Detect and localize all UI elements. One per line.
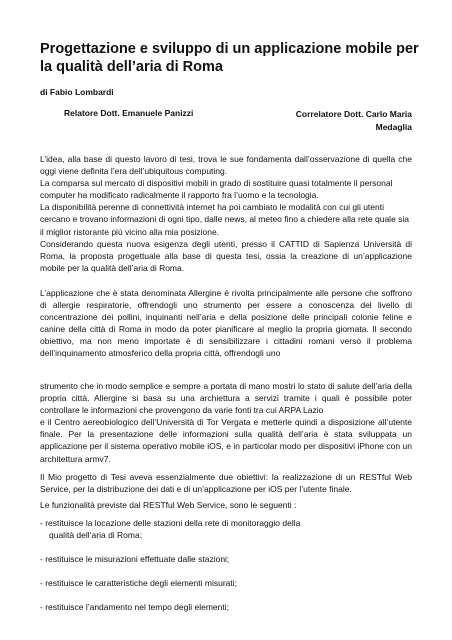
paragraph-allergine: L’applicazione che è stata denominata Allergine è rivolta principalmente alle persone che soffrono di allergie respiratorie, offrendogli uno strumento per essere a conoscenza del livello di concentrazione dei pollini, inquinanti nell’aria e della posizione delle principali colonie feline e canine della città di Roma in modo da poter pianificare al meglio la propria giornata. Il secondo obiettivo, ma non meno importate è di sensibilizzare i cittadini romani verso il problema dell’inquinamento atmosferico della propria città, offrendogli uno	[40, 288, 412, 359]
list-item: - restituisce le misurazioni effettuate dalle stazioni;	[40, 554, 230, 565]
relatore-line: Relatore Dott. Emanuele Panizzi	[64, 108, 194, 118]
list-item: - restituisce le caratteristiche degli elementi misurati;	[40, 578, 237, 589]
paragraph-funzionalita: Le funzionalità previste dal RESTful Web Service, sono le seguenti :	[40, 500, 297, 510]
list-item-continuation: qualità dell’aria di Roma;	[49, 530, 143, 541]
author-line: di Fabio Lombardi	[40, 87, 114, 97]
list-item: - restituisce l’andamento nel tempo degli elementi;	[40, 602, 229, 613]
feature-list	[40, 508, 412, 613]
paragraph-strumento	[40, 380, 412, 465]
correlatore-line: Correlatore Dott. Carlo Maria Medaglia	[295, 109, 412, 132]
list-item: - restituisce la locazione delle stazioni della rete di monitoraggio della	[40, 518, 301, 528]
paragraph-text: La disponibilità perenne di connettività internet ha poi cambiato le modalità con cui gli utenti cercano e trovano informazioni di ogni tipo, dalle news, al meteo fino a chiedere alla rete quale sia il miglior ristorante più vicino alla mia posizione.	[40, 202, 410, 237]
document-title: Progettazione e sviluppo di un applicazione mobile per la qualità dell’aria di Roma	[40, 41, 419, 75]
paragraph-text: e il Centro aereobiologico dell’Università di Tor Vergata e metterle quindi a disposizione all’utente finale. Per la presentazione delle informazioni sulla qualità dell’aria è stata sviluppata un applicazione per il sistema operativo mobile iOS, e in particolar modo per dispositivi iPhone con un architettura armv7.	[40, 417, 412, 464]
paragraph-text: L’idea, alla base di questo lavoro di tesi, trova le sue fondamenta dall’osservazione di quella che oggi viene definita l’era dell’ubiquitous computing.	[40, 154, 412, 177]
paragraph-obiettivi: Il Mio progetto di Tesi aveva essenzialmente due obiettivi: la realizzazione di un RESTful Web Service, per la distribuzione dei dati e di un’applicazione per iOS per l’utente finale.	[40, 472, 412, 495]
paragraph-considerando: Considerando questa nuova esigenza degli utenti, presso il CATTID di Sapienza Università di Roma, la proposta progettuale alla base di questa tesi, ossia la creazione di un’applicazione mobile per la qualità dell’aria di Roma.	[40, 239, 412, 274]
paragraph-intro	[40, 153, 412, 238]
paragraph-text: strumento che in modo semplice e sempre a portata di mano mostri lo stato di salute dell’aria della propria città. Allergine si basa su una archiettura a servizi tramite i quali è possibile poter controllare le informazioni che provengono da varie fonti tra cui ARPA Lazio	[40, 381, 412, 416]
paragraph-text: La comparsa sul mercato di dispositivi mobili in grado di sostituire quasi totalmente il personal computer ha modificato radicalmente il rapporto fra l’uomo e la tecnologia.	[40, 178, 393, 201]
